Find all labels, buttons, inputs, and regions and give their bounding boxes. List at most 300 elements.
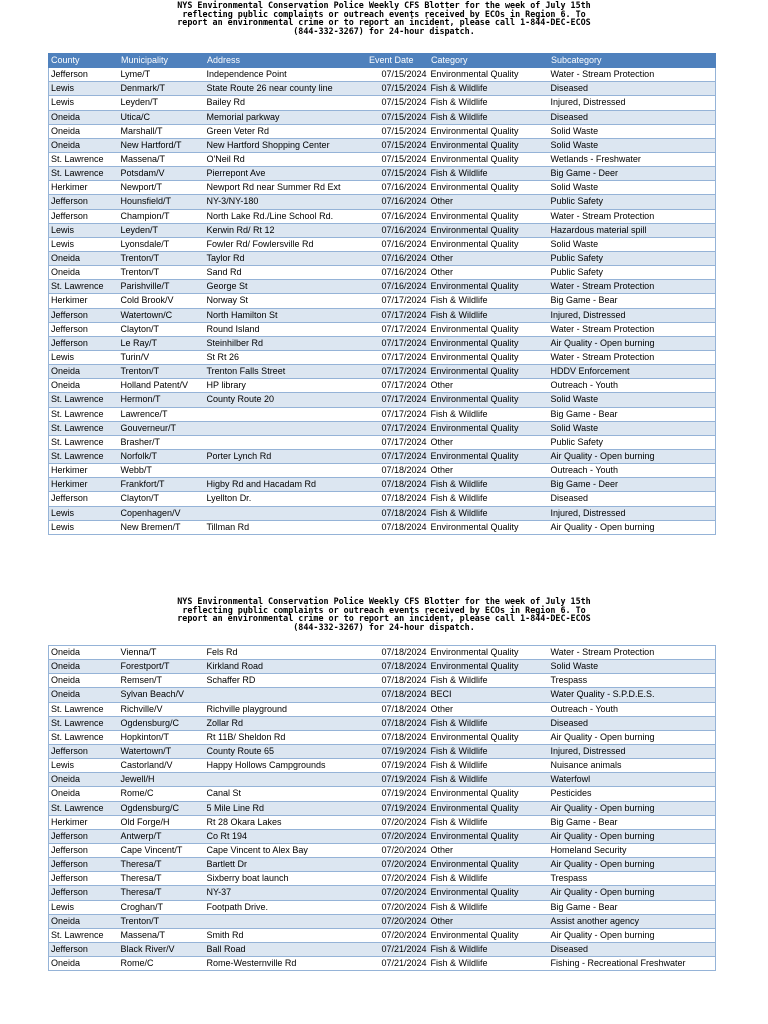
address-cell: Steinhilber Rd <box>205 336 367 350</box>
county-cell: Herkimer <box>49 464 119 478</box>
subcategory-cell: Air Quality - Open burning <box>549 336 716 350</box>
table-row <box>49 492 716 506</box>
municipality-cell: Hopkinton/T <box>119 730 205 744</box>
category-cell: Fish & Wildlife <box>429 900 549 914</box>
event-date-cell: 07/18/2024 <box>367 674 429 688</box>
municipality-cell: Richville/V <box>119 702 205 716</box>
column-header-county: County <box>49 54 119 68</box>
event-date-cell: 07/20/2024 <box>367 829 429 843</box>
address-cell <box>205 464 367 478</box>
event-date-cell: 07/20/2024 <box>367 900 429 914</box>
subcategory-cell: Fishing - Recreational Freshwater <box>549 957 716 971</box>
county-cell: St. Lawrence <box>49 449 119 463</box>
table-row <box>49 379 716 393</box>
category-cell: Other <box>429 195 549 209</box>
address-cell: Zollar Rd <box>205 716 367 730</box>
event-date-cell: 07/16/2024 <box>367 195 429 209</box>
municipality-cell: Rome/C <box>119 787 205 801</box>
address-cell: Lyellton Dr. <box>205 492 367 506</box>
subcategory-cell: Solid Waste <box>549 138 716 152</box>
table-row <box>49 68 716 82</box>
event-date-cell: 07/15/2024 <box>367 96 429 110</box>
county-cell: Jefferson <box>49 843 119 857</box>
column-header-event-date: Event Date <box>367 54 429 68</box>
event-date-cell: 07/18/2024 <box>367 716 429 730</box>
address-cell: Tillman Rd <box>205 520 367 534</box>
category-cell: Fish & Wildlife <box>429 815 549 829</box>
table-row <box>49 957 716 971</box>
county-cell: St. Lawrence <box>49 393 119 407</box>
subcategory-cell: Trespass <box>549 674 716 688</box>
address-cell <box>205 421 367 435</box>
table-row <box>49 787 716 801</box>
county-cell: Lewis <box>49 82 119 96</box>
county-cell: Oneida <box>49 251 119 265</box>
table-row <box>49 209 716 223</box>
municipality-cell: Hounsfield/T <box>119 195 205 209</box>
address-cell <box>205 435 367 449</box>
subcategory-cell: Waterfowl <box>549 773 716 787</box>
subcategory-cell: Outreach - Youth <box>549 464 716 478</box>
municipality-cell: Trenton/T <box>119 914 205 928</box>
event-date-cell: 07/16/2024 <box>367 223 429 237</box>
table-row <box>49 773 716 787</box>
event-date-cell: 07/18/2024 <box>367 464 429 478</box>
table-row <box>49 365 716 379</box>
county-cell: St. Lawrence <box>49 152 119 166</box>
subcategory-cell: Outreach - Youth <box>549 702 716 716</box>
table-row <box>49 435 716 449</box>
event-date-cell: 07/19/2024 <box>367 744 429 758</box>
address-cell: Rt 11B/ Sheldon Rd <box>205 730 367 744</box>
municipality-cell: Massena/T <box>119 928 205 942</box>
municipality-cell: Rome/C <box>119 957 205 971</box>
column-header-subcategory: Subcategory <box>549 54 716 68</box>
category-cell: Other <box>429 843 549 857</box>
event-date-cell: 07/20/2024 <box>367 843 429 857</box>
subcategory-cell: Public Safety <box>549 195 716 209</box>
category-cell: Environmental Quality <box>429 138 549 152</box>
address-cell: Kerwin Rd/ Rt 12 <box>205 223 367 237</box>
county-cell: Oneida <box>49 787 119 801</box>
category-cell: Environmental Quality <box>429 280 549 294</box>
category-cell: Fish & Wildlife <box>429 759 549 773</box>
table-row <box>49 660 716 674</box>
subcategory-cell: Diseased <box>549 492 716 506</box>
category-cell: Environmental Quality <box>429 660 549 674</box>
event-date-cell: 07/15/2024 <box>367 138 429 152</box>
address-cell <box>205 914 367 928</box>
county-cell: St. Lawrence <box>49 702 119 716</box>
category-cell: Environmental Quality <box>429 646 549 660</box>
event-date-cell: 07/15/2024 <box>367 152 429 166</box>
subcategory-cell: Air Quality - Open burning <box>549 858 716 872</box>
category-cell: Other <box>429 251 549 265</box>
address-cell: Fels Rd <box>205 646 367 660</box>
event-date-cell: 07/19/2024 <box>367 801 429 815</box>
category-cell: Fish & Wildlife <box>429 674 549 688</box>
event-date-cell: 07/20/2024 <box>367 872 429 886</box>
municipality-cell: Sylvan Beach/V <box>119 688 205 702</box>
county-cell: Oneida <box>49 957 119 971</box>
municipality-cell: Holland Patent/V <box>119 379 205 393</box>
municipality-cell: Watertown/C <box>119 308 205 322</box>
municipality-cell: Denmark/T <box>119 82 205 96</box>
event-date-cell: 07/20/2024 <box>367 858 429 872</box>
municipality-cell: Jewell/H <box>119 773 205 787</box>
county-cell: St. Lawrence <box>49 730 119 744</box>
event-date-cell: 07/15/2024 <box>367 68 429 82</box>
table-row <box>49 900 716 914</box>
municipality-cell: Norfolk/T <box>119 449 205 463</box>
table-row <box>49 886 716 900</box>
county-cell: Oneida <box>49 138 119 152</box>
county-cell: Lewis <box>49 520 119 534</box>
event-date-cell: 07/15/2024 <box>367 110 429 124</box>
category-cell: Environmental Quality <box>429 730 549 744</box>
table-row <box>49 181 716 195</box>
subcategory-cell: Water - Stream Protection <box>549 322 716 336</box>
table-row <box>49 520 716 534</box>
address-cell: 5 Mile Line Rd <box>205 801 367 815</box>
county-cell: Herkimer <box>49 181 119 195</box>
county-cell: Jefferson <box>49 858 119 872</box>
address-cell: Sixberry boat launch <box>205 872 367 886</box>
subcategory-cell: Big Game - Bear <box>549 294 716 308</box>
event-date-cell: 07/17/2024 <box>367 435 429 449</box>
category-cell: Environmental Quality <box>429 801 549 815</box>
municipality-cell: Gouverneur/T <box>119 421 205 435</box>
category-cell: Other <box>429 266 549 280</box>
category-cell: Fish & Wildlife <box>429 407 549 421</box>
event-date-cell: 07/20/2024 <box>367 886 429 900</box>
table-row <box>49 280 716 294</box>
table-body-2 <box>49 646 716 971</box>
event-date-cell: 07/17/2024 <box>367 393 429 407</box>
county-cell: Jefferson <box>49 195 119 209</box>
table-row <box>49 506 716 520</box>
address-cell: Schaffer RD <box>205 674 367 688</box>
event-date-cell: 07/17/2024 <box>367 322 429 336</box>
category-cell: Fish & Wildlife <box>429 82 549 96</box>
category-cell: Environmental Quality <box>429 124 549 138</box>
address-cell: George St <box>205 280 367 294</box>
category-cell: Other <box>429 914 549 928</box>
event-date-cell: 07/16/2024 <box>367 181 429 195</box>
table-row <box>49 407 716 421</box>
address-cell: Rome-Westernville Rd <box>205 957 367 971</box>
subcategory-cell: Solid Waste <box>549 393 716 407</box>
event-date-cell: 07/16/2024 <box>367 209 429 223</box>
category-cell: Environmental Quality <box>429 181 549 195</box>
subcategory-cell: Assist another agency <box>549 914 716 928</box>
subcategory-cell: Public Safety <box>549 266 716 280</box>
subcategory-cell: Air Quality - Open burning <box>549 928 716 942</box>
subcategory-cell: Public Safety <box>549 251 716 265</box>
subcategory-cell: Diseased <box>549 110 716 124</box>
category-cell: Other <box>429 379 549 393</box>
event-date-cell: 07/18/2024 <box>367 688 429 702</box>
county-cell: Oneida <box>49 124 119 138</box>
county-cell: Oneida <box>49 379 119 393</box>
category-cell: Environmental Quality <box>429 393 549 407</box>
blotter-table-2 <box>48 645 716 971</box>
event-date-cell: 07/16/2024 <box>367 266 429 280</box>
county-cell: Jefferson <box>49 336 119 350</box>
event-date-cell: 07/18/2024 <box>367 492 429 506</box>
event-date-cell: 07/21/2024 <box>367 957 429 971</box>
subcategory-cell: Hazardous material spill <box>549 223 716 237</box>
event-date-cell: 07/18/2024 <box>367 702 429 716</box>
address-cell: Round Island <box>205 322 367 336</box>
address-cell: County Route 65 <box>205 744 367 758</box>
municipality-cell: Marshall/T <box>119 124 205 138</box>
table-row <box>49 223 716 237</box>
county-cell: Lewis <box>49 237 119 251</box>
subcategory-cell: Diseased <box>549 716 716 730</box>
event-date-cell: 07/19/2024 <box>367 759 429 773</box>
address-cell: O'Neil Rd <box>205 152 367 166</box>
subcategory-cell: Air Quality - Open burning <box>549 520 716 534</box>
category-cell: Other <box>429 702 549 716</box>
county-cell: Oneida <box>49 266 119 280</box>
address-cell: North Lake Rd./Line School Rd. <box>205 209 367 223</box>
table-row <box>49 195 716 209</box>
subcategory-cell: Public Safety <box>549 435 716 449</box>
table-row <box>49 858 716 872</box>
table-row <box>49 266 716 280</box>
municipality-cell: New Hartford/T <box>119 138 205 152</box>
address-cell: Independence Point <box>205 68 367 82</box>
table-row <box>49 96 716 110</box>
table-row <box>49 829 716 843</box>
address-cell <box>205 688 367 702</box>
table-row <box>49 478 716 492</box>
subcategory-cell: HDDV Enforcement <box>549 365 716 379</box>
address-cell: Norway St <box>205 294 367 308</box>
municipality-cell: Trenton/T <box>119 266 205 280</box>
county-cell: Lewis <box>49 506 119 520</box>
category-cell: Fish & Wildlife <box>429 942 549 956</box>
address-cell: Bailey Rd <box>205 96 367 110</box>
category-cell: Environmental Quality <box>429 68 549 82</box>
municipality-cell: Lawrence/T <box>119 407 205 421</box>
table-row <box>49 167 716 181</box>
address-cell: North Hamilton St <box>205 308 367 322</box>
address-cell: New Hartford Shopping Center <box>205 138 367 152</box>
municipality-cell: New Bremen/T <box>119 520 205 534</box>
address-cell: Memorial parkway <box>205 110 367 124</box>
category-cell: Environmental Quality <box>429 223 549 237</box>
column-header-category: Category <box>429 54 549 68</box>
municipality-cell: Hermon/T <box>119 393 205 407</box>
subcategory-cell: Nuisance animals <box>549 759 716 773</box>
category-cell: BECI <box>429 688 549 702</box>
category-cell: Environmental Quality <box>429 421 549 435</box>
municipality-cell: Potsdam/V <box>119 167 205 181</box>
subcategory-cell: Air Quality - Open burning <box>549 449 716 463</box>
county-cell: Oneida <box>49 674 119 688</box>
municipality-cell: Cape Vincent/T <box>119 843 205 857</box>
municipality-cell: Ogdensburg/C <box>119 716 205 730</box>
table-row <box>49 251 716 265</box>
municipality-cell: Black River/V <box>119 942 205 956</box>
category-cell: Environmental Quality <box>429 829 549 843</box>
county-cell: Oneida <box>49 365 119 379</box>
event-date-cell: 07/20/2024 <box>367 928 429 942</box>
address-cell: Fowler Rd/ Fowlersville Rd <box>205 237 367 251</box>
subcategory-cell: Water - Stream Protection <box>549 68 716 82</box>
subcategory-cell: Solid Waste <box>549 124 716 138</box>
blotter-table-1 <box>48 53 716 535</box>
event-date-cell: 07/18/2024 <box>367 478 429 492</box>
event-date-cell: 07/18/2024 <box>367 730 429 744</box>
county-cell: Herkimer <box>49 294 119 308</box>
subcategory-cell: Solid Waste <box>549 660 716 674</box>
municipality-cell: Utica/C <box>119 110 205 124</box>
event-date-cell: 07/17/2024 <box>367 407 429 421</box>
subcategory-cell: Wetlands - Freshwater <box>549 152 716 166</box>
county-cell: St. Lawrence <box>49 716 119 730</box>
table-row <box>49 421 716 435</box>
address-cell: Happy Hollows Campgrounds <box>205 759 367 773</box>
municipality-cell: Croghan/T <box>119 900 205 914</box>
municipality-cell: Webb/T <box>119 464 205 478</box>
category-cell: Environmental Quality <box>429 886 549 900</box>
category-cell: Fish & Wildlife <box>429 167 549 181</box>
event-date-cell: 07/15/2024 <box>367 82 429 96</box>
subcategory-cell: Big Game - Bear <box>549 900 716 914</box>
municipality-cell: Trenton/T <box>119 365 205 379</box>
event-date-cell: 07/17/2024 <box>367 294 429 308</box>
table-row <box>49 744 716 758</box>
address-cell: NY-37 <box>205 886 367 900</box>
municipality-cell: Leyden/T <box>119 96 205 110</box>
table-row <box>49 759 716 773</box>
category-cell: Fish & Wildlife <box>429 492 549 506</box>
address-cell: Porter Lynch Rd <box>205 449 367 463</box>
county-cell: Herkimer <box>49 478 119 492</box>
category-cell: Environmental Quality <box>429 152 549 166</box>
county-cell: St. Lawrence <box>49 407 119 421</box>
table-row <box>49 928 716 942</box>
address-cell: Sand Rd <box>205 266 367 280</box>
category-cell: Fish & Wildlife <box>429 308 549 322</box>
municipality-cell: Antwerp/T <box>119 829 205 843</box>
table-row <box>49 82 716 96</box>
county-cell: Oneida <box>49 646 119 660</box>
subcategory-cell: Trespass <box>549 872 716 886</box>
category-cell: Environmental Quality <box>429 449 549 463</box>
category-cell: Environmental Quality <box>429 350 549 364</box>
subcategory-cell: Air Quality - Open burning <box>549 886 716 900</box>
subcategory-cell: Air Quality - Open burning <box>549 801 716 815</box>
address-cell: Rt 28 Okara Lakes <box>205 815 367 829</box>
event-date-cell: 07/19/2024 <box>367 787 429 801</box>
municipality-cell: Le Ray/T <box>119 336 205 350</box>
table-row <box>49 730 716 744</box>
municipality-cell: Frankfort/T <box>119 478 205 492</box>
category-cell: Environmental Quality <box>429 858 549 872</box>
address-cell: Kirkland Road <box>205 660 367 674</box>
county-cell: Jefferson <box>49 829 119 843</box>
subcategory-cell: Outreach - Youth <box>549 379 716 393</box>
municipality-cell: Forestport/T <box>119 660 205 674</box>
subcategory-cell: Solid Waste <box>549 237 716 251</box>
county-cell: St. Lawrence <box>49 280 119 294</box>
category-cell: Environmental Quality <box>429 237 549 251</box>
category-cell: Environmental Quality <box>429 787 549 801</box>
municipality-cell: Massena/T <box>119 152 205 166</box>
category-cell: Fish & Wildlife <box>429 773 549 787</box>
address-cell: Smith Rd <box>205 928 367 942</box>
category-cell: Fish & Wildlife <box>429 294 549 308</box>
subcategory-cell: Diseased <box>549 942 716 956</box>
municipality-cell: Watertown/T <box>119 744 205 758</box>
event-date-cell: 07/17/2024 <box>367 421 429 435</box>
table-row <box>49 674 716 688</box>
event-date-cell: 07/15/2024 <box>367 124 429 138</box>
address-cell: Newport Rd near Summer Rd Ext <box>205 181 367 195</box>
event-date-cell: 07/17/2024 <box>367 308 429 322</box>
table-header-row <box>49 54 716 68</box>
municipality-cell: Copenhagen/V <box>119 506 205 520</box>
event-date-cell: 07/18/2024 <box>367 660 429 674</box>
municipality-cell: Cold Brook/V <box>119 294 205 308</box>
category-cell: Fish & Wildlife <box>429 716 549 730</box>
subcategory-cell: Water - Stream Protection <box>549 209 716 223</box>
subcategory-cell: Air Quality - Open burning <box>549 829 716 843</box>
address-cell: Green Veter Rd <box>205 124 367 138</box>
table-row <box>49 124 716 138</box>
event-date-cell: 07/18/2024 <box>367 520 429 534</box>
municipality-cell: Clayton/T <box>119 322 205 336</box>
municipality-cell: Theresa/T <box>119 872 205 886</box>
municipality-cell: Theresa/T <box>119 858 205 872</box>
county-cell: Oneida <box>49 110 119 124</box>
municipality-cell: Remsen/T <box>119 674 205 688</box>
category-cell: Fish & Wildlife <box>429 110 549 124</box>
county-cell: Lewis <box>49 223 119 237</box>
municipality-cell: Leyden/T <box>119 223 205 237</box>
column-header-municipality: Municipality <box>119 54 205 68</box>
event-date-cell: 07/17/2024 <box>367 365 429 379</box>
subcategory-cell: Water - Stream Protection <box>549 646 716 660</box>
subcategory-cell: Diseased <box>549 82 716 96</box>
subcategory-cell: Pesticides <box>549 787 716 801</box>
municipality-cell: Brasher/T <box>119 435 205 449</box>
table-row <box>49 138 716 152</box>
event-date-cell: 07/17/2024 <box>367 449 429 463</box>
category-cell: Fish & Wildlife <box>429 744 549 758</box>
table-row <box>49 449 716 463</box>
county-cell: Lewis <box>49 350 119 364</box>
municipality-cell: Lyme/T <box>119 68 205 82</box>
address-cell: HP library <box>205 379 367 393</box>
address-cell: NY-3/NY-180 <box>205 195 367 209</box>
table-row <box>49 801 716 815</box>
county-cell: St. Lawrence <box>49 167 119 181</box>
category-cell: Environmental Quality <box>429 322 549 336</box>
county-cell: Oneida <box>49 914 119 928</box>
table-row <box>49 336 716 350</box>
table-row <box>49 702 716 716</box>
county-cell: St. Lawrence <box>49 435 119 449</box>
event-date-cell: 07/18/2024 <box>367 646 429 660</box>
county-cell: Jefferson <box>49 322 119 336</box>
address-cell <box>205 407 367 421</box>
county-cell: Lewis <box>49 96 119 110</box>
